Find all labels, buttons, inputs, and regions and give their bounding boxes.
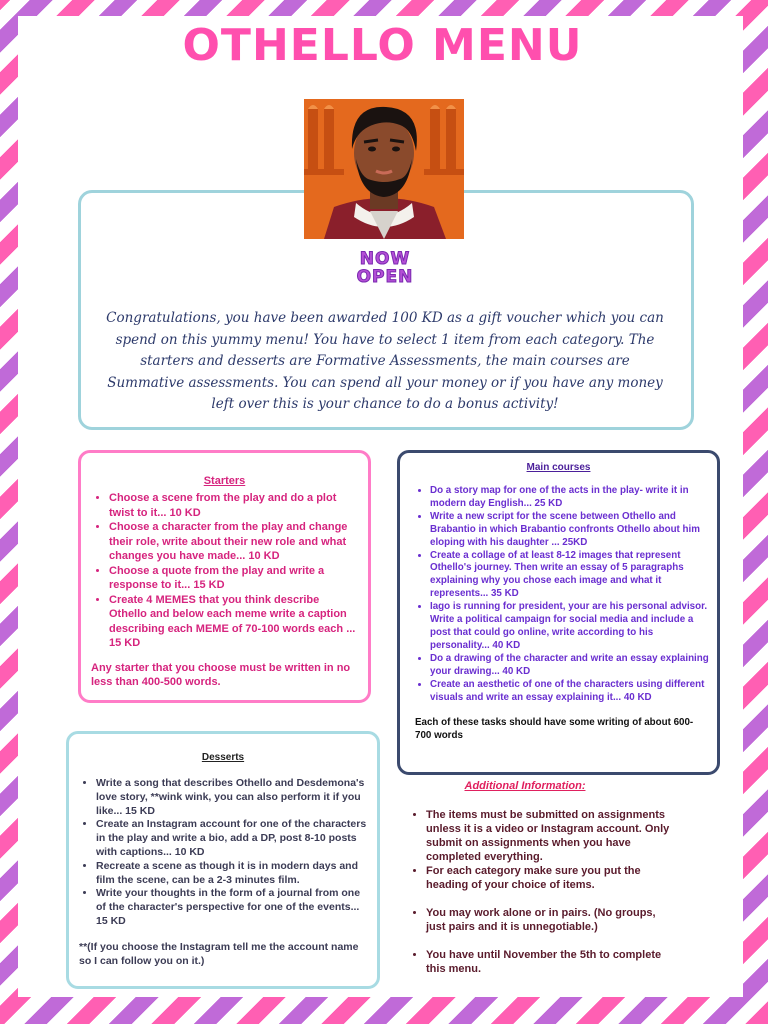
list-item: • Choose a character from the play and change their role, write about their new role and what changes you have made... 10 KD [109,520,360,564]
main-courses-box [397,450,720,775]
now-open-line2: OPEN [356,267,414,287]
list-item: • You may work alone or in pairs. (No groups, just pairs and it is unnegotiable.) [426,906,676,934]
starters-list [81,487,368,651]
additional-info-heading: Additional Information: [464,780,586,792]
starters-heading: Starters [203,475,246,487]
list-item: • Iago is running for president, your are his personal advisor. Write a political campaign for social media and include a post that could go online, write according to his personality... 40 KD [430,601,709,653]
list-item: • Create a collage of at least 8-12 images that represent Othello's journey. Then write an essay of 5 paragraphs explaining why you chose each image and what it represents... 35 KD [430,550,709,602]
main-courses-note: Each of these tasks should have some writing of about 600-700 words [415,717,694,742]
page-title: OTHELLO MENU [182,20,583,71]
additional-info-list [406,808,676,976]
list-item: • Create 4 MEMES that you think describe Othello and below each meme write a caption describing each MEME of 70-100 words each ... 15 KD [109,593,360,651]
list-item: • Do a story map for one of the acts in the play- write it in modern day English... 25 KD [430,485,709,511]
list-item: • The items must be submitted on assignments unless it is a video or Instagram account. Only submit on assignments when you have completed everything. [426,808,676,864]
list-item: • You have until November the 5th to complete this menu. [426,948,676,976]
list-item: • Write a song that describes Othello and Desdemona's love story, **wink wink, you can also perform it if you like... 15 KD [96,777,369,818]
desserts-note: **(If you choose the Instagram tell me the account name so I can follow you on it.) [79,940,359,967]
desserts-list [69,763,377,929]
starters-box [78,450,371,703]
list-item: • Recreate a scene as though it is in modern days and film the scene, can be a 2-3 minutes film. [96,860,369,888]
list-item: • Choose a quote from the play and write a response to it... 15 KD [109,564,360,593]
list-item: • Choose a scene from the play and do a plot twist to it... 10 KD [109,491,360,520]
main-courses-list [400,473,717,704]
additional-info [406,808,676,976]
list-item: • For each category make sure you put the heading of your choice of items. [426,864,676,892]
list-item: • Write your thoughts in the form of a journal from one of the character's perspective for one of the events... 15 KD [96,887,369,928]
list-item: • Create an Instagram account for one of the characters in the play and write a bio, add a DP, post 8-10 posts with captions... 10 KD [96,818,369,859]
now-open-badge [340,250,430,286]
intro-text: Congratulations, you have been awarded 100 KD as a gift voucher which you can spend on this yummy menu! You have to select 1 item from each category. The starters and desserts are Formative Assessments, the main courses are Summative assessments. You can spend all your money or if you have any money left over this is your chance to do a bonus activity! [106,310,664,412]
desserts-box [66,731,380,989]
othello-portrait [304,99,464,239]
list-item: • Do a drawing of the character and write an essay explaining your drawing... 40 KD [430,653,709,679]
starters-note: Any starter that you choose must be written in no less than 400-500 words. [91,661,351,688]
main-courses-heading: Main courses [526,462,591,473]
list-item: • Write a new script for the scene between Othello and Brabantio in which Brabantio confronts Othello about him eloping with his daughter ... 25KD [430,511,709,550]
now-open-line1: NOW [359,249,411,269]
desserts-heading: Desserts [201,752,245,763]
list-item: • Create an aesthetic of one of the characters using different visuals and write an essay explaining it... 40 KD [430,679,709,705]
